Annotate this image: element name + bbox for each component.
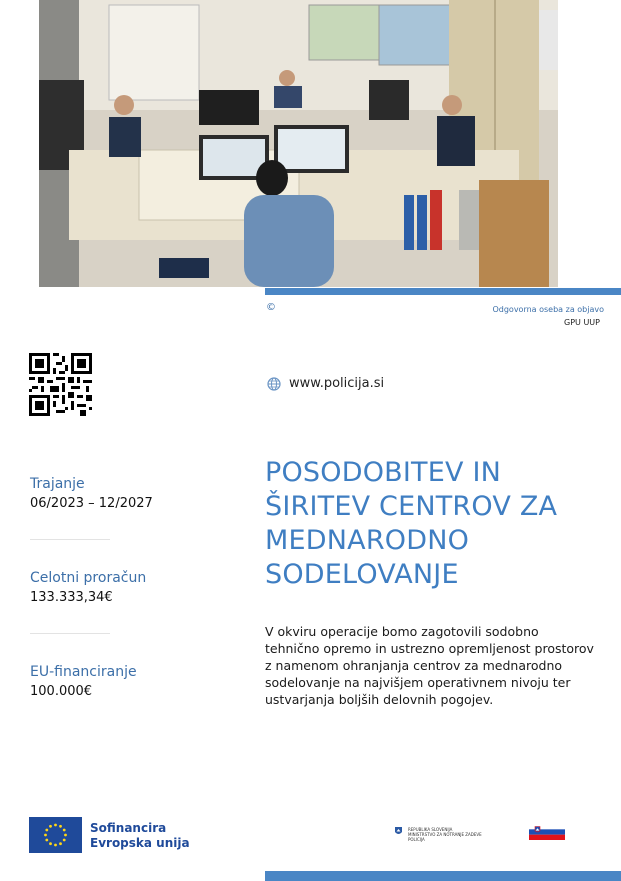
budget-value: 133.333,34€ — [30, 590, 113, 605]
duration-label: Trajanje — [30, 476, 85, 492]
office-photo-illustration — [39, 0, 558, 287]
qr-code-icon — [29, 353, 92, 416]
title-line: ŠIRITEV CENTROV ZA — [265, 491, 558, 522]
duration-value: 06/2023 – 12/2027 — [30, 496, 153, 511]
eu-text-line1: Sofinancira — [90, 821, 167, 835]
eu-stars — [29, 817, 82, 853]
accent-bar-top — [265, 288, 621, 295]
eu-cofinanced-text — [90, 821, 190, 851]
copyright-symbol: © — [266, 302, 276, 313]
eu-funding-value: 100.000€ — [30, 684, 93, 699]
header-photo — [39, 0, 558, 287]
eu-funding-label: EU-financiranje — [30, 664, 137, 680]
ministry-line: MINISTRSTVO ZA NOTRANJE ZADEVE — [408, 832, 482, 837]
coat-of-arms-icon — [395, 827, 402, 836]
project-title — [265, 456, 595, 592]
website-url: www.policija.si — [289, 376, 385, 391]
qr-code[interactable] — [29, 353, 92, 416]
globe-icon — [267, 377, 281, 391]
eu-text-line2: Evropska unija — [90, 836, 190, 850]
eu-flag-icon — [29, 817, 82, 853]
ministry-line: REPUBLIKA SLOVENIJA — [408, 827, 453, 832]
website-link[interactable] — [267, 376, 384, 391]
budget-label: Celotni proračun — [30, 570, 147, 586]
responsible-person-value: GPU UUP — [564, 318, 600, 327]
ministry-line: POLICIJA — [408, 837, 425, 842]
info-divider — [30, 633, 110, 634]
info-divider — [30, 539, 110, 540]
responsible-person-label: Odgovorna oseba za objavo — [492, 305, 604, 314]
title-line: SODELOVANJE — [265, 559, 459, 590]
project-description: V okviru operacije bomo zagotovili sodobno tehnično opremo in ustrezno opremljenost prostorov z namenom ohranjanja centrov za mednarodno sodelovanje na najvišjem operativnem nivoju ter ustvarjanja boljših delovnih pogojev. — [265, 624, 594, 707]
accent-bar-bottom — [265, 871, 621, 881]
ministry-logo — [395, 827, 482, 842]
title-line: POSODOBITEV IN — [265, 457, 502, 488]
slovenia-flag — [529, 824, 565, 840]
title-line: MEDNARODNO — [265, 525, 470, 556]
slovenia-flag-icon — [529, 824, 565, 840]
